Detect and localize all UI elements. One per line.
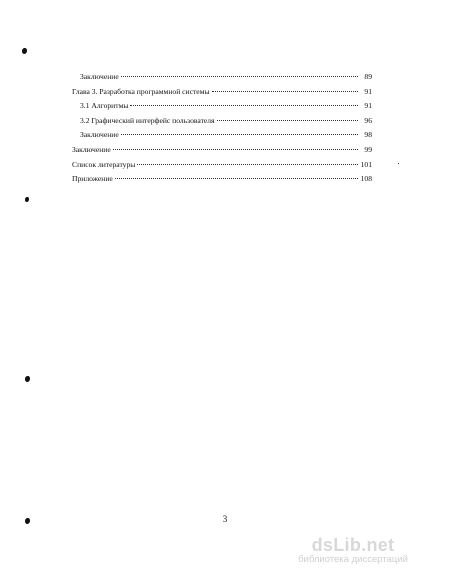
toc-entry-page: 99 <box>364 144 372 154</box>
toc-leader-dots <box>137 163 358 165</box>
toc-entry-page: 98 <box>364 130 372 140</box>
toc-entry-page: 96 <box>364 115 372 125</box>
scan-spot <box>25 197 29 202</box>
toc-entry-page: 89 <box>364 72 372 81</box>
toc-leader-dots <box>212 90 358 92</box>
toc-entry-page: 101 <box>360 159 372 169</box>
watermark-caption: библиотека диссертаций <box>298 554 408 565</box>
toc-entry <box>72 172 372 187</box>
toc-leader-dots <box>121 75 358 77</box>
toc-entry-label: Список литературы <box>72 159 136 169</box>
watermark <box>268 535 438 565</box>
toc-leader-dots <box>217 119 358 121</box>
toc-leader-dots <box>115 177 358 179</box>
toc-entry-page: 91 <box>364 101 372 111</box>
toc-entry <box>72 158 372 173</box>
toc-leader-dots <box>113 148 358 150</box>
scan-spot <box>25 376 30 382</box>
table-of-contents <box>72 70 372 187</box>
toc-entry-label: Заключение <box>80 72 119 81</box>
page-number: 3 <box>222 514 228 524</box>
toc-entry-label: Заключение <box>80 130 119 140</box>
toc-entry <box>72 99 372 114</box>
toc-leader-dots <box>130 104 358 106</box>
toc-entry-label: 3.1 Алгоритмы <box>80 101 129 111</box>
toc-entry-label: Глава 3. Разработка программной системы <box>72 86 210 96</box>
toc-entry-page: 91 <box>364 86 372 96</box>
toc-entry-page: 108 <box>360 174 372 184</box>
toc-entry <box>72 85 372 100</box>
watermark-logo: dsLib.net <box>311 535 395 555</box>
toc-entry <box>72 143 372 158</box>
toc-entry-label: Заключение <box>72 144 111 154</box>
toc-entry <box>72 70 372 85</box>
toc-entry <box>72 128 372 143</box>
toc-entry-label: Приложение <box>72 174 113 184</box>
scan-spot <box>22 48 27 54</box>
toc-leader-dots <box>121 133 358 135</box>
scan-speck <box>398 163 399 164</box>
toc-entry-label: 3.2 Графический интерфейс пользователя <box>80 115 215 125</box>
toc-entry <box>72 114 372 129</box>
